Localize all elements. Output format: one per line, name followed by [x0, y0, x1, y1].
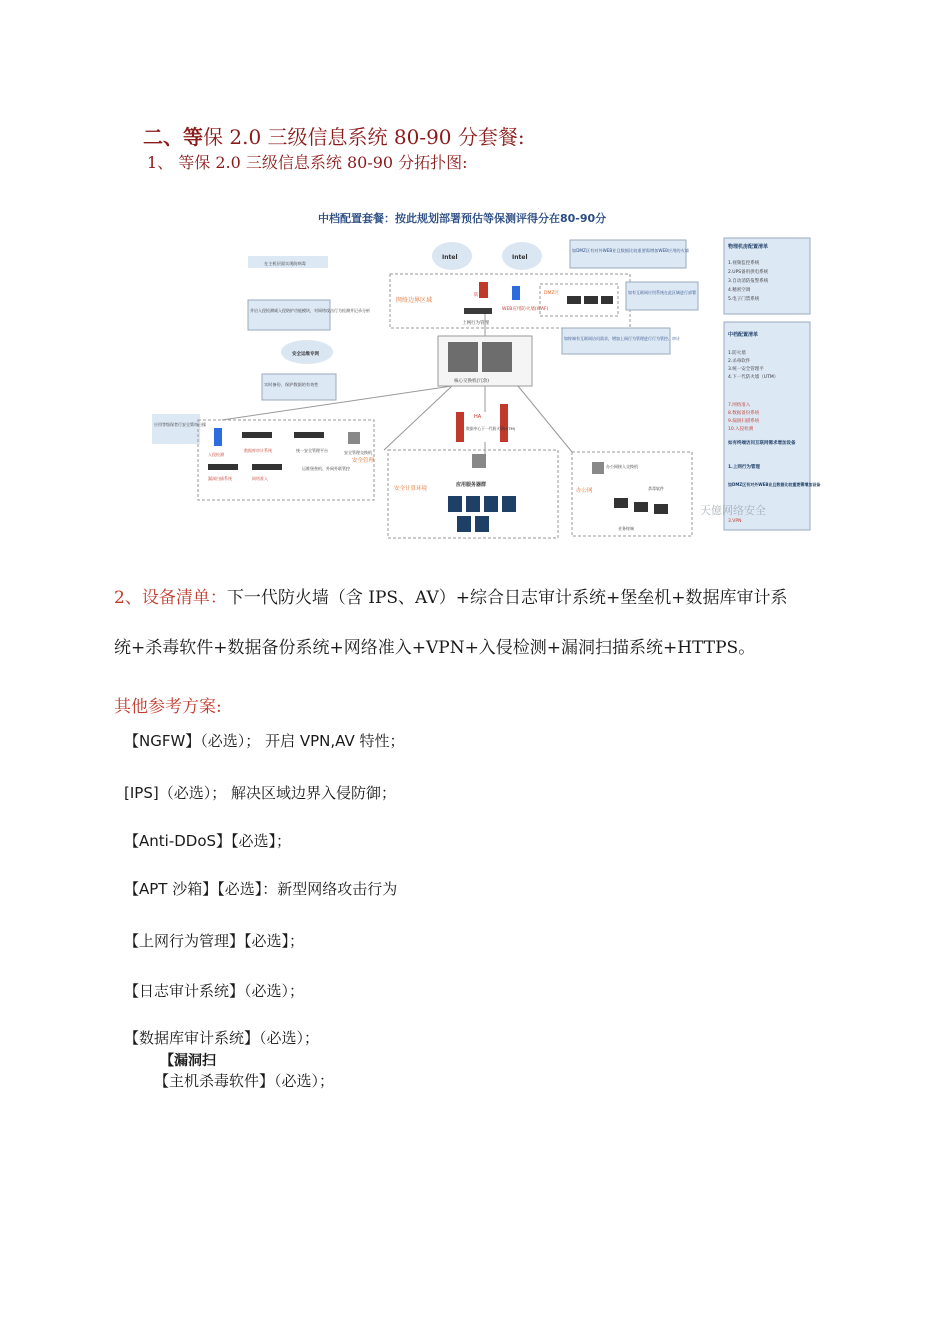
list-item: 【Anti-DDoS】【必选】； [124, 832, 292, 850]
nac-label: 网络准入 [252, 476, 268, 481]
extra-vpn: 3.VPN [728, 519, 742, 524]
watermark: 天億网络安全 [700, 504, 766, 517]
others-title: 其他参考方案: [114, 697, 222, 717]
server-icon [457, 516, 471, 532]
server-icon [252, 464, 282, 470]
sec-env-label: 安全计算环境 [394, 486, 428, 492]
switch-icon [448, 342, 478, 372]
server-icon [242, 432, 272, 438]
ids-dev-label: 入侵检测 [208, 452, 224, 457]
physical-item: 2.UPS备用供电系统 [728, 270, 769, 275]
pc-icon [614, 498, 628, 508]
cloud-icon [502, 242, 542, 270]
dmz-note: 如DMZ区有对外WEB业且数据比较重要需增加WEB应用的火墙 [572, 248, 689, 253]
mid-red-item: 7.网络准入 [728, 403, 751, 408]
server-icon [567, 296, 581, 304]
switch-icon [482, 342, 512, 372]
dc-fw-label: 数据中心下一代防火墙(UTM) [466, 426, 516, 431]
mid-item: 3.统一安全管理平 [728, 367, 764, 372]
cloud-icon [432, 242, 472, 270]
equipment-line-2: 统+杀毒软件+数据备份系统+网络准入+VPN+入侵检测+漏洞扫描系统+HTTPS。 [114, 638, 756, 658]
svg-text:Intel: Intel [512, 254, 528, 261]
server-icon [208, 464, 238, 470]
utm-label: 上网行为管理 [462, 321, 489, 326]
extra-dmz: 如DMZ区有对外WEB业且数据比较重要需增加设备 [728, 482, 821, 487]
section-heading: 二、等保 2.0 三级信息系统 80-90 分套餐: [143, 125, 525, 149]
server-icon [502, 496, 516, 512]
switch-icon [592, 462, 604, 474]
dc-firewall-icon [456, 412, 464, 442]
physical-title: 物理机房配置清单 [728, 244, 769, 250]
av-label: 杀毒软件 [648, 486, 664, 491]
ha-label: HA [474, 414, 482, 420]
app-cluster-label: 应用服务器群 [456, 482, 487, 488]
dc-firewall-icon [500, 404, 508, 442]
pc-icon [634, 502, 648, 512]
audit-note: 应用等级保者行安全策审日操 [154, 422, 206, 427]
sec-mgmt-label: 安全管理 [352, 458, 375, 464]
extra-title: 如有终端访问互联网需求增加设备 [728, 441, 796, 446]
physical-item: 1.视频监控系统 [728, 261, 760, 266]
list-item: 【日志审计系统】（必选）； [124, 982, 305, 1000]
topology-diagram [152, 200, 821, 542]
pc-icon [654, 504, 668, 514]
mid-item: 1.防火墙 [728, 351, 746, 356]
waf-label: WEB应用防火墙(WAF) [502, 307, 549, 312]
server-icon [584, 296, 598, 304]
edge-region-label: 网络边界区域 [396, 297, 433, 304]
office-label: 办公网 [576, 488, 593, 494]
terminal-label: 业务终端 [618, 526, 634, 531]
equipment-line-1: 2、设备清单：下一代防火墙（含 IPS、AV）+综合日志审计系统+堡垒机+数据库审计系 [114, 588, 788, 608]
utm-device [464, 308, 492, 314]
ids-note: 并启入侵检测威入侵防护功能模块，对网络攻击行为检测并记录分析 [250, 308, 370, 313]
mid-item: 4.下一代防火墙（UTM） [728, 375, 779, 380]
host-av-note: 在主机层面实现防病毒 [264, 261, 306, 266]
server-icon [466, 496, 480, 512]
db-audit-label: 数据库审计系统 [244, 448, 272, 453]
physical-item: 3.自动消防报警系统 [728, 279, 769, 284]
mid-red-item: 9.漏洞扫描系统 [728, 419, 760, 424]
mid-red-item: 10.入侵检测 [728, 427, 754, 432]
ops-note: 运维堡垒机、外网外联管控 [302, 466, 350, 471]
office-sw-label: 办公网接入交换机 [606, 464, 638, 469]
diagram-title: 中档配置套餐：按此规划部署预估等保测评得分在80-90分 [318, 212, 607, 225]
list-item: [IPS]（必选）； 解决区域边界入侵防御； [124, 784, 396, 802]
physical-item: 4.精密空调 [728, 288, 751, 293]
mid-title: 中档配置清单 [728, 332, 759, 338]
backup-note: 实时备份，保护数据的有效性 [264, 382, 319, 387]
server-icon [475, 516, 489, 532]
list-item: 【APT 沙箱】【必选】：新型网络攻击行为 [124, 880, 398, 898]
ngfw-label: 防火墙 [474, 293, 488, 298]
diagram-caption: 1、 等保 2.0 三级信息系统 80-90 分拓扑图: [147, 153, 468, 172]
core-label: 核心交换机(冗余) [454, 379, 490, 384]
mid-red-item: 8.数据备份系统 [728, 411, 760, 416]
server-icon [484, 496, 498, 512]
list-item: 【NGFW】（必选）； 开启 VPN,AV 特性； [124, 732, 405, 750]
switch-icon [472, 454, 486, 468]
list-item: 【主机杀毒软件】（必选）； [154, 1072, 335, 1090]
server-icon [214, 428, 222, 446]
ops-net-label: 安全运维专网 [292, 352, 319, 357]
switch-icon [348, 432, 360, 444]
list-item: 【上网行为管理】【必选】； [124, 932, 305, 950]
server-icon [601, 296, 613, 304]
server-icon [448, 496, 462, 512]
vuln-label: 漏洞扫描系统 [208, 476, 232, 481]
internet-app-note: 如有互联网应用系统在此区域进行部署 [628, 290, 696, 295]
unified-label: 统一安全管理平台 [296, 448, 328, 453]
mgmt-sw-label: 安全管理交换机 [344, 450, 372, 455]
mid-item: 2.杀毒软件 [728, 359, 751, 364]
waf-icon [512, 286, 520, 300]
list-item: 【数据库审计系统】（必选）； [124, 1029, 320, 1047]
dmz-label: DMZ区 [544, 291, 559, 296]
online-note: 如终端有互联网访问需求，增加上网行为管理进行行为管控、审计 [564, 336, 680, 341]
physical-item: 5.电子门禁系统 [728, 297, 760, 302]
extra-item: 1.上网行为管理 [728, 465, 760, 470]
clipped-item: 【漏洞扫 [160, 1053, 216, 1069]
svg-text:Intel: Intel [442, 254, 458, 261]
server-icon [294, 432, 324, 438]
